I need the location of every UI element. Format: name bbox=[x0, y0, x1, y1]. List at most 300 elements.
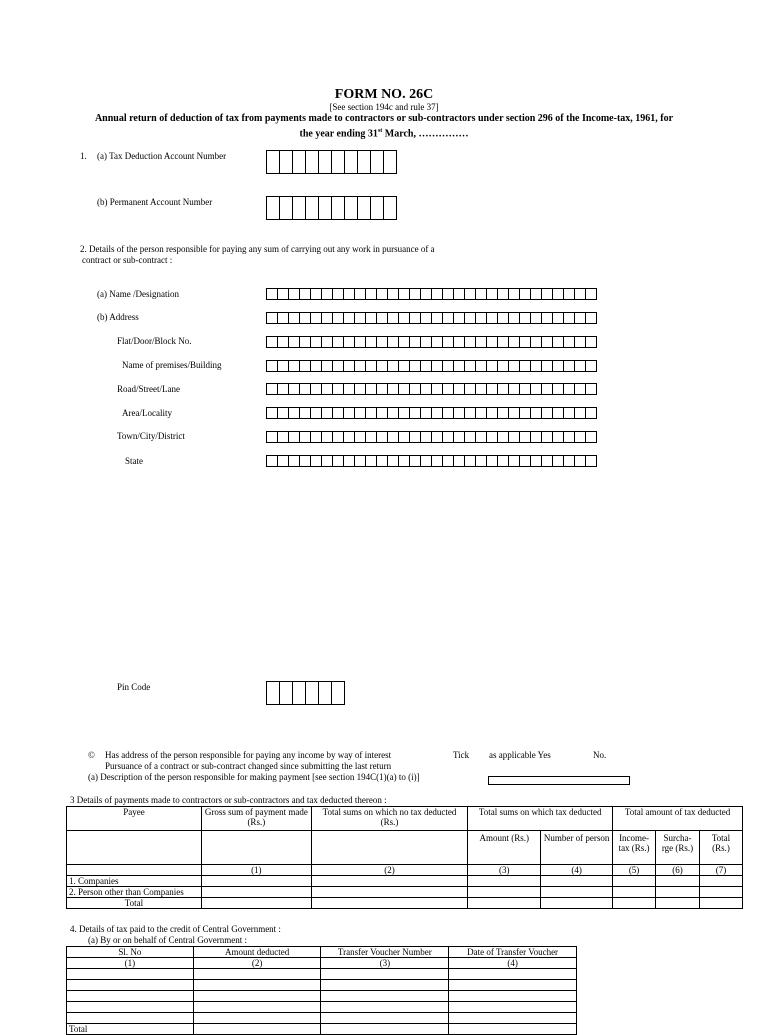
table-cell[interactable] bbox=[201, 876, 311, 887]
char-box[interactable] bbox=[311, 383, 322, 395]
char-box[interactable] bbox=[531, 288, 542, 300]
char-box[interactable] bbox=[575, 360, 586, 372]
char-box[interactable] bbox=[432, 455, 443, 467]
description-input[interactable] bbox=[488, 776, 630, 785]
char-box[interactable] bbox=[432, 407, 443, 419]
char-box[interactable] bbox=[454, 312, 465, 324]
char-box[interactable] bbox=[332, 681, 345, 705]
char-box[interactable] bbox=[322, 407, 333, 419]
char-box[interactable] bbox=[443, 336, 454, 348]
char-box[interactable] bbox=[293, 150, 306, 174]
table-cell[interactable] bbox=[193, 969, 321, 980]
char-box[interactable] bbox=[410, 407, 421, 419]
char-box[interactable] bbox=[454, 360, 465, 372]
char-box[interactable] bbox=[355, 312, 366, 324]
char-box[interactable] bbox=[586, 455, 597, 467]
char-box[interactable] bbox=[553, 312, 564, 324]
char-box[interactable] bbox=[542, 407, 553, 419]
char-box[interactable] bbox=[498, 455, 509, 467]
char-box[interactable] bbox=[487, 407, 498, 419]
char-box[interactable] bbox=[432, 383, 443, 395]
char-box[interactable] bbox=[498, 407, 509, 419]
char-box[interactable] bbox=[509, 383, 520, 395]
char-box[interactable] bbox=[421, 336, 432, 348]
char-box[interactable] bbox=[487, 312, 498, 324]
table-cell[interactable] bbox=[321, 1013, 449, 1024]
char-box[interactable] bbox=[278, 288, 289, 300]
char-box[interactable] bbox=[454, 431, 465, 443]
table-cell[interactable] bbox=[449, 991, 577, 1002]
table-cell[interactable] bbox=[449, 1002, 577, 1013]
char-box[interactable] bbox=[575, 431, 586, 443]
char-box[interactable] bbox=[465, 288, 476, 300]
char-box[interactable] bbox=[476, 455, 487, 467]
char-box[interactable] bbox=[553, 407, 564, 419]
char-box[interactable] bbox=[553, 455, 564, 467]
char-box[interactable] bbox=[322, 383, 333, 395]
char-box[interactable] bbox=[278, 431, 289, 443]
char-box[interactable] bbox=[278, 312, 289, 324]
char-box[interactable] bbox=[322, 288, 333, 300]
char-box[interactable] bbox=[267, 407, 278, 419]
char-box[interactable] bbox=[443, 407, 454, 419]
pin-boxes[interactable] bbox=[266, 681, 345, 705]
char-box[interactable] bbox=[355, 336, 366, 348]
char-box[interactable] bbox=[289, 288, 300, 300]
char-box[interactable] bbox=[366, 288, 377, 300]
char-box[interactable] bbox=[564, 336, 575, 348]
char-box[interactable] bbox=[311, 312, 322, 324]
char-box[interactable] bbox=[487, 288, 498, 300]
table-cell[interactable] bbox=[67, 1013, 194, 1024]
char-box[interactable] bbox=[399, 288, 410, 300]
char-box[interactable] bbox=[278, 336, 289, 348]
char-box[interactable] bbox=[487, 455, 498, 467]
char-box[interactable] bbox=[399, 360, 410, 372]
char-box[interactable] bbox=[575, 336, 586, 348]
char-box[interactable] bbox=[280, 196, 293, 220]
char-box[interactable] bbox=[377, 383, 388, 395]
char-box[interactable] bbox=[476, 288, 487, 300]
char-box[interactable] bbox=[300, 288, 311, 300]
char-box[interactable] bbox=[454, 407, 465, 419]
char-box[interactable] bbox=[333, 383, 344, 395]
char-box[interactable] bbox=[498, 383, 509, 395]
char-box[interactable] bbox=[520, 383, 531, 395]
table-cell[interactable] bbox=[449, 969, 577, 980]
town-boxes[interactable] bbox=[266, 431, 597, 443]
char-box[interactable] bbox=[345, 196, 358, 220]
char-box[interactable] bbox=[300, 312, 311, 324]
char-box[interactable] bbox=[322, 455, 333, 467]
char-box[interactable] bbox=[476, 360, 487, 372]
char-box[interactable] bbox=[520, 288, 531, 300]
char-box[interactable] bbox=[344, 407, 355, 419]
char-box[interactable] bbox=[564, 431, 575, 443]
table-cell[interactable] bbox=[321, 969, 449, 980]
char-box[interactable] bbox=[564, 360, 575, 372]
char-box[interactable] bbox=[322, 360, 333, 372]
table-cell[interactable] bbox=[67, 969, 194, 980]
char-box[interactable] bbox=[432, 360, 443, 372]
table-cell[interactable] bbox=[613, 898, 656, 909]
char-box[interactable] bbox=[465, 312, 476, 324]
char-box[interactable] bbox=[531, 336, 542, 348]
table-cell[interactable] bbox=[613, 887, 656, 898]
char-box[interactable] bbox=[355, 383, 366, 395]
char-box[interactable] bbox=[384, 150, 397, 174]
address-boxes[interactable] bbox=[266, 312, 597, 324]
char-box[interactable] bbox=[443, 431, 454, 443]
char-box[interactable] bbox=[300, 407, 311, 419]
table-cell[interactable] bbox=[311, 887, 468, 898]
table-cell[interactable] bbox=[321, 980, 449, 991]
char-box[interactable] bbox=[399, 455, 410, 467]
char-box[interactable] bbox=[542, 312, 553, 324]
char-box[interactable] bbox=[410, 360, 421, 372]
char-box[interactable] bbox=[388, 360, 399, 372]
char-box[interactable] bbox=[289, 336, 300, 348]
char-box[interactable] bbox=[377, 455, 388, 467]
char-box[interactable] bbox=[358, 196, 371, 220]
char-box[interactable] bbox=[520, 431, 531, 443]
char-box[interactable] bbox=[388, 312, 399, 324]
char-box[interactable] bbox=[542, 360, 553, 372]
char-box[interactable] bbox=[410, 455, 421, 467]
char-box[interactable] bbox=[333, 455, 344, 467]
char-box[interactable] bbox=[388, 407, 399, 419]
char-box[interactable] bbox=[289, 360, 300, 372]
char-box[interactable] bbox=[509, 407, 520, 419]
char-box[interactable] bbox=[344, 383, 355, 395]
char-box[interactable] bbox=[345, 150, 358, 174]
char-box[interactable] bbox=[586, 360, 597, 372]
char-box[interactable] bbox=[300, 360, 311, 372]
char-box[interactable] bbox=[366, 336, 377, 348]
char-box[interactable] bbox=[267, 360, 278, 372]
char-box[interactable] bbox=[454, 383, 465, 395]
char-box[interactable] bbox=[289, 312, 300, 324]
char-box[interactable] bbox=[377, 431, 388, 443]
char-box[interactable] bbox=[443, 383, 454, 395]
char-box[interactable] bbox=[267, 455, 278, 467]
char-box[interactable] bbox=[586, 431, 597, 443]
char-box[interactable] bbox=[542, 455, 553, 467]
char-box[interactable] bbox=[421, 455, 432, 467]
char-box[interactable] bbox=[454, 336, 465, 348]
char-box[interactable] bbox=[280, 150, 293, 174]
char-box[interactable] bbox=[509, 455, 520, 467]
char-box[interactable] bbox=[509, 360, 520, 372]
char-box[interactable] bbox=[443, 288, 454, 300]
table-cell[interactable] bbox=[700, 876, 743, 887]
char-box[interactable] bbox=[443, 360, 454, 372]
char-box[interactable] bbox=[366, 383, 377, 395]
char-box[interactable] bbox=[564, 383, 575, 395]
table-cell[interactable] bbox=[311, 898, 468, 909]
char-box[interactable] bbox=[575, 288, 586, 300]
table-cell[interactable] bbox=[193, 980, 321, 991]
char-box[interactable] bbox=[267, 196, 280, 220]
char-box[interactable] bbox=[267, 681, 280, 705]
char-box[interactable] bbox=[575, 312, 586, 324]
char-box[interactable] bbox=[333, 288, 344, 300]
char-box[interactable] bbox=[388, 288, 399, 300]
char-box[interactable] bbox=[410, 312, 421, 324]
char-box[interactable] bbox=[306, 196, 319, 220]
char-box[interactable] bbox=[344, 336, 355, 348]
table-cell[interactable] bbox=[541, 887, 613, 898]
char-box[interactable] bbox=[542, 431, 553, 443]
char-box[interactable] bbox=[509, 288, 520, 300]
char-box[interactable] bbox=[377, 407, 388, 419]
table-cell[interactable] bbox=[700, 898, 743, 909]
table-cell[interactable] bbox=[656, 898, 700, 909]
char-box[interactable] bbox=[487, 383, 498, 395]
char-box[interactable] bbox=[355, 288, 366, 300]
char-box[interactable] bbox=[355, 431, 366, 443]
char-box[interactable] bbox=[476, 407, 487, 419]
char-box[interactable] bbox=[454, 455, 465, 467]
char-box[interactable] bbox=[575, 455, 586, 467]
char-box[interactable] bbox=[432, 336, 443, 348]
char-box[interactable] bbox=[498, 336, 509, 348]
char-box[interactable] bbox=[366, 360, 377, 372]
char-box[interactable] bbox=[410, 383, 421, 395]
char-box[interactable] bbox=[421, 383, 432, 395]
char-box[interactable] bbox=[586, 407, 597, 419]
char-box[interactable] bbox=[366, 455, 377, 467]
char-box[interactable] bbox=[366, 431, 377, 443]
char-box[interactable] bbox=[311, 455, 322, 467]
char-box[interactable] bbox=[267, 150, 280, 174]
char-box[interactable] bbox=[542, 336, 553, 348]
char-box[interactable] bbox=[333, 407, 344, 419]
char-box[interactable] bbox=[311, 431, 322, 443]
char-box[interactable] bbox=[333, 312, 344, 324]
char-box[interactable] bbox=[421, 288, 432, 300]
table-cell[interactable] bbox=[193, 1002, 321, 1013]
char-box[interactable] bbox=[366, 312, 377, 324]
table-cell[interactable] bbox=[193, 1024, 321, 1035]
char-box[interactable] bbox=[410, 431, 421, 443]
table-cell[interactable] bbox=[613, 876, 656, 887]
char-box[interactable] bbox=[487, 336, 498, 348]
char-box[interactable] bbox=[443, 312, 454, 324]
char-box[interactable] bbox=[410, 288, 421, 300]
table-cell[interactable] bbox=[449, 980, 577, 991]
char-box[interactable] bbox=[355, 360, 366, 372]
char-box[interactable] bbox=[319, 150, 332, 174]
table-cell[interactable] bbox=[311, 876, 468, 887]
char-box[interactable] bbox=[322, 312, 333, 324]
char-box[interactable] bbox=[476, 336, 487, 348]
char-box[interactable] bbox=[520, 407, 531, 419]
char-box[interactable] bbox=[399, 431, 410, 443]
table-cell[interactable] bbox=[449, 1013, 577, 1024]
char-box[interactable] bbox=[575, 407, 586, 419]
char-box[interactable] bbox=[520, 312, 531, 324]
char-box[interactable] bbox=[531, 383, 542, 395]
char-box[interactable] bbox=[371, 196, 384, 220]
char-box[interactable] bbox=[465, 360, 476, 372]
char-box[interactable] bbox=[293, 196, 306, 220]
char-box[interactable] bbox=[465, 455, 476, 467]
char-box[interactable] bbox=[465, 383, 476, 395]
char-box[interactable] bbox=[300, 455, 311, 467]
char-box[interactable] bbox=[454, 288, 465, 300]
char-box[interactable] bbox=[311, 288, 322, 300]
char-box[interactable] bbox=[344, 431, 355, 443]
char-box[interactable] bbox=[553, 383, 564, 395]
char-box[interactable] bbox=[322, 431, 333, 443]
table-cell[interactable] bbox=[201, 887, 311, 898]
char-box[interactable] bbox=[509, 336, 520, 348]
char-box[interactable] bbox=[553, 336, 564, 348]
char-box[interactable] bbox=[300, 383, 311, 395]
char-box[interactable] bbox=[355, 407, 366, 419]
char-box[interactable] bbox=[278, 455, 289, 467]
char-box[interactable] bbox=[332, 196, 345, 220]
char-box[interactable] bbox=[388, 336, 399, 348]
char-box[interactable] bbox=[586, 288, 597, 300]
table-cell[interactable] bbox=[321, 991, 449, 1002]
char-box[interactable] bbox=[421, 431, 432, 443]
char-box[interactable] bbox=[371, 150, 384, 174]
char-box[interactable] bbox=[278, 407, 289, 419]
char-box[interactable] bbox=[553, 360, 564, 372]
char-box[interactable] bbox=[366, 407, 377, 419]
table-cell[interactable] bbox=[700, 887, 743, 898]
area-boxes[interactable] bbox=[266, 407, 597, 419]
char-box[interactable] bbox=[410, 336, 421, 348]
char-box[interactable] bbox=[377, 360, 388, 372]
table-cell[interactable] bbox=[656, 876, 700, 887]
char-box[interactable] bbox=[531, 360, 542, 372]
char-box[interactable] bbox=[289, 431, 300, 443]
char-box[interactable] bbox=[553, 431, 564, 443]
char-box[interactable] bbox=[333, 360, 344, 372]
char-box[interactable] bbox=[399, 407, 410, 419]
char-box[interactable] bbox=[377, 288, 388, 300]
char-box[interactable] bbox=[498, 431, 509, 443]
name-boxes[interactable] bbox=[266, 288, 597, 300]
table-cell[interactable] bbox=[449, 1024, 577, 1035]
char-box[interactable] bbox=[443, 455, 454, 467]
state-boxes[interactable] bbox=[266, 455, 597, 467]
char-box[interactable] bbox=[432, 288, 443, 300]
char-box[interactable] bbox=[520, 455, 531, 467]
char-box[interactable] bbox=[278, 360, 289, 372]
table-cell[interactable] bbox=[193, 1013, 321, 1024]
table-cell[interactable] bbox=[468, 876, 541, 887]
char-box[interactable] bbox=[553, 288, 564, 300]
char-box[interactable] bbox=[319, 681, 332, 705]
char-box[interactable] bbox=[498, 312, 509, 324]
char-box[interactable] bbox=[399, 312, 410, 324]
char-box[interactable] bbox=[531, 455, 542, 467]
table-cell[interactable] bbox=[541, 876, 613, 887]
char-box[interactable] bbox=[278, 383, 289, 395]
char-box[interactable] bbox=[344, 312, 355, 324]
char-box[interactable] bbox=[289, 455, 300, 467]
char-box[interactable] bbox=[300, 431, 311, 443]
char-box[interactable] bbox=[388, 383, 399, 395]
char-box[interactable] bbox=[344, 288, 355, 300]
char-box[interactable] bbox=[476, 312, 487, 324]
char-box[interactable] bbox=[306, 681, 319, 705]
char-box[interactable] bbox=[311, 360, 322, 372]
char-box[interactable] bbox=[377, 336, 388, 348]
table-cell[interactable] bbox=[321, 1002, 449, 1013]
char-box[interactable] bbox=[432, 312, 443, 324]
table-cell[interactable] bbox=[656, 887, 700, 898]
char-box[interactable] bbox=[509, 312, 520, 324]
char-box[interactable] bbox=[319, 196, 332, 220]
char-box[interactable] bbox=[586, 336, 597, 348]
char-box[interactable] bbox=[293, 681, 306, 705]
char-box[interactable] bbox=[388, 455, 399, 467]
char-box[interactable] bbox=[377, 312, 388, 324]
pan-boxes[interactable] bbox=[266, 196, 397, 220]
char-box[interactable] bbox=[311, 407, 322, 419]
char-box[interactable] bbox=[564, 455, 575, 467]
char-box[interactable] bbox=[586, 312, 597, 324]
char-box[interactable] bbox=[280, 681, 293, 705]
char-box[interactable] bbox=[358, 150, 371, 174]
char-box[interactable] bbox=[267, 431, 278, 443]
char-box[interactable] bbox=[476, 383, 487, 395]
char-box[interactable] bbox=[498, 360, 509, 372]
table-cell[interactable] bbox=[193, 991, 321, 1002]
char-box[interactable] bbox=[384, 196, 397, 220]
char-box[interactable] bbox=[344, 360, 355, 372]
char-box[interactable] bbox=[267, 288, 278, 300]
char-box[interactable] bbox=[531, 407, 542, 419]
table-cell[interactable] bbox=[468, 887, 541, 898]
char-box[interactable] bbox=[421, 312, 432, 324]
table-cell[interactable] bbox=[67, 991, 194, 1002]
char-box[interactable] bbox=[344, 455, 355, 467]
tan-boxes[interactable] bbox=[266, 150, 397, 174]
char-box[interactable] bbox=[531, 431, 542, 443]
char-box[interactable] bbox=[465, 407, 476, 419]
flat-boxes[interactable] bbox=[266, 336, 597, 348]
char-box[interactable] bbox=[487, 431, 498, 443]
char-box[interactable] bbox=[322, 336, 333, 348]
char-box[interactable] bbox=[465, 431, 476, 443]
char-box[interactable] bbox=[564, 312, 575, 324]
char-box[interactable] bbox=[531, 312, 542, 324]
char-box[interactable] bbox=[333, 336, 344, 348]
char-box[interactable] bbox=[487, 360, 498, 372]
char-box[interactable] bbox=[498, 288, 509, 300]
road-boxes[interactable] bbox=[266, 383, 597, 395]
char-box[interactable] bbox=[388, 431, 399, 443]
char-box[interactable] bbox=[421, 360, 432, 372]
char-box[interactable] bbox=[267, 336, 278, 348]
char-box[interactable] bbox=[289, 407, 300, 419]
char-box[interactable] bbox=[476, 431, 487, 443]
premises-boxes[interactable] bbox=[266, 360, 597, 372]
char-box[interactable] bbox=[267, 383, 278, 395]
table-cell[interactable] bbox=[201, 898, 311, 909]
char-box[interactable] bbox=[306, 150, 319, 174]
table-cell[interactable] bbox=[321, 1024, 449, 1035]
char-box[interactable] bbox=[311, 336, 322, 348]
char-box[interactable] bbox=[432, 431, 443, 443]
char-box[interactable] bbox=[586, 383, 597, 395]
